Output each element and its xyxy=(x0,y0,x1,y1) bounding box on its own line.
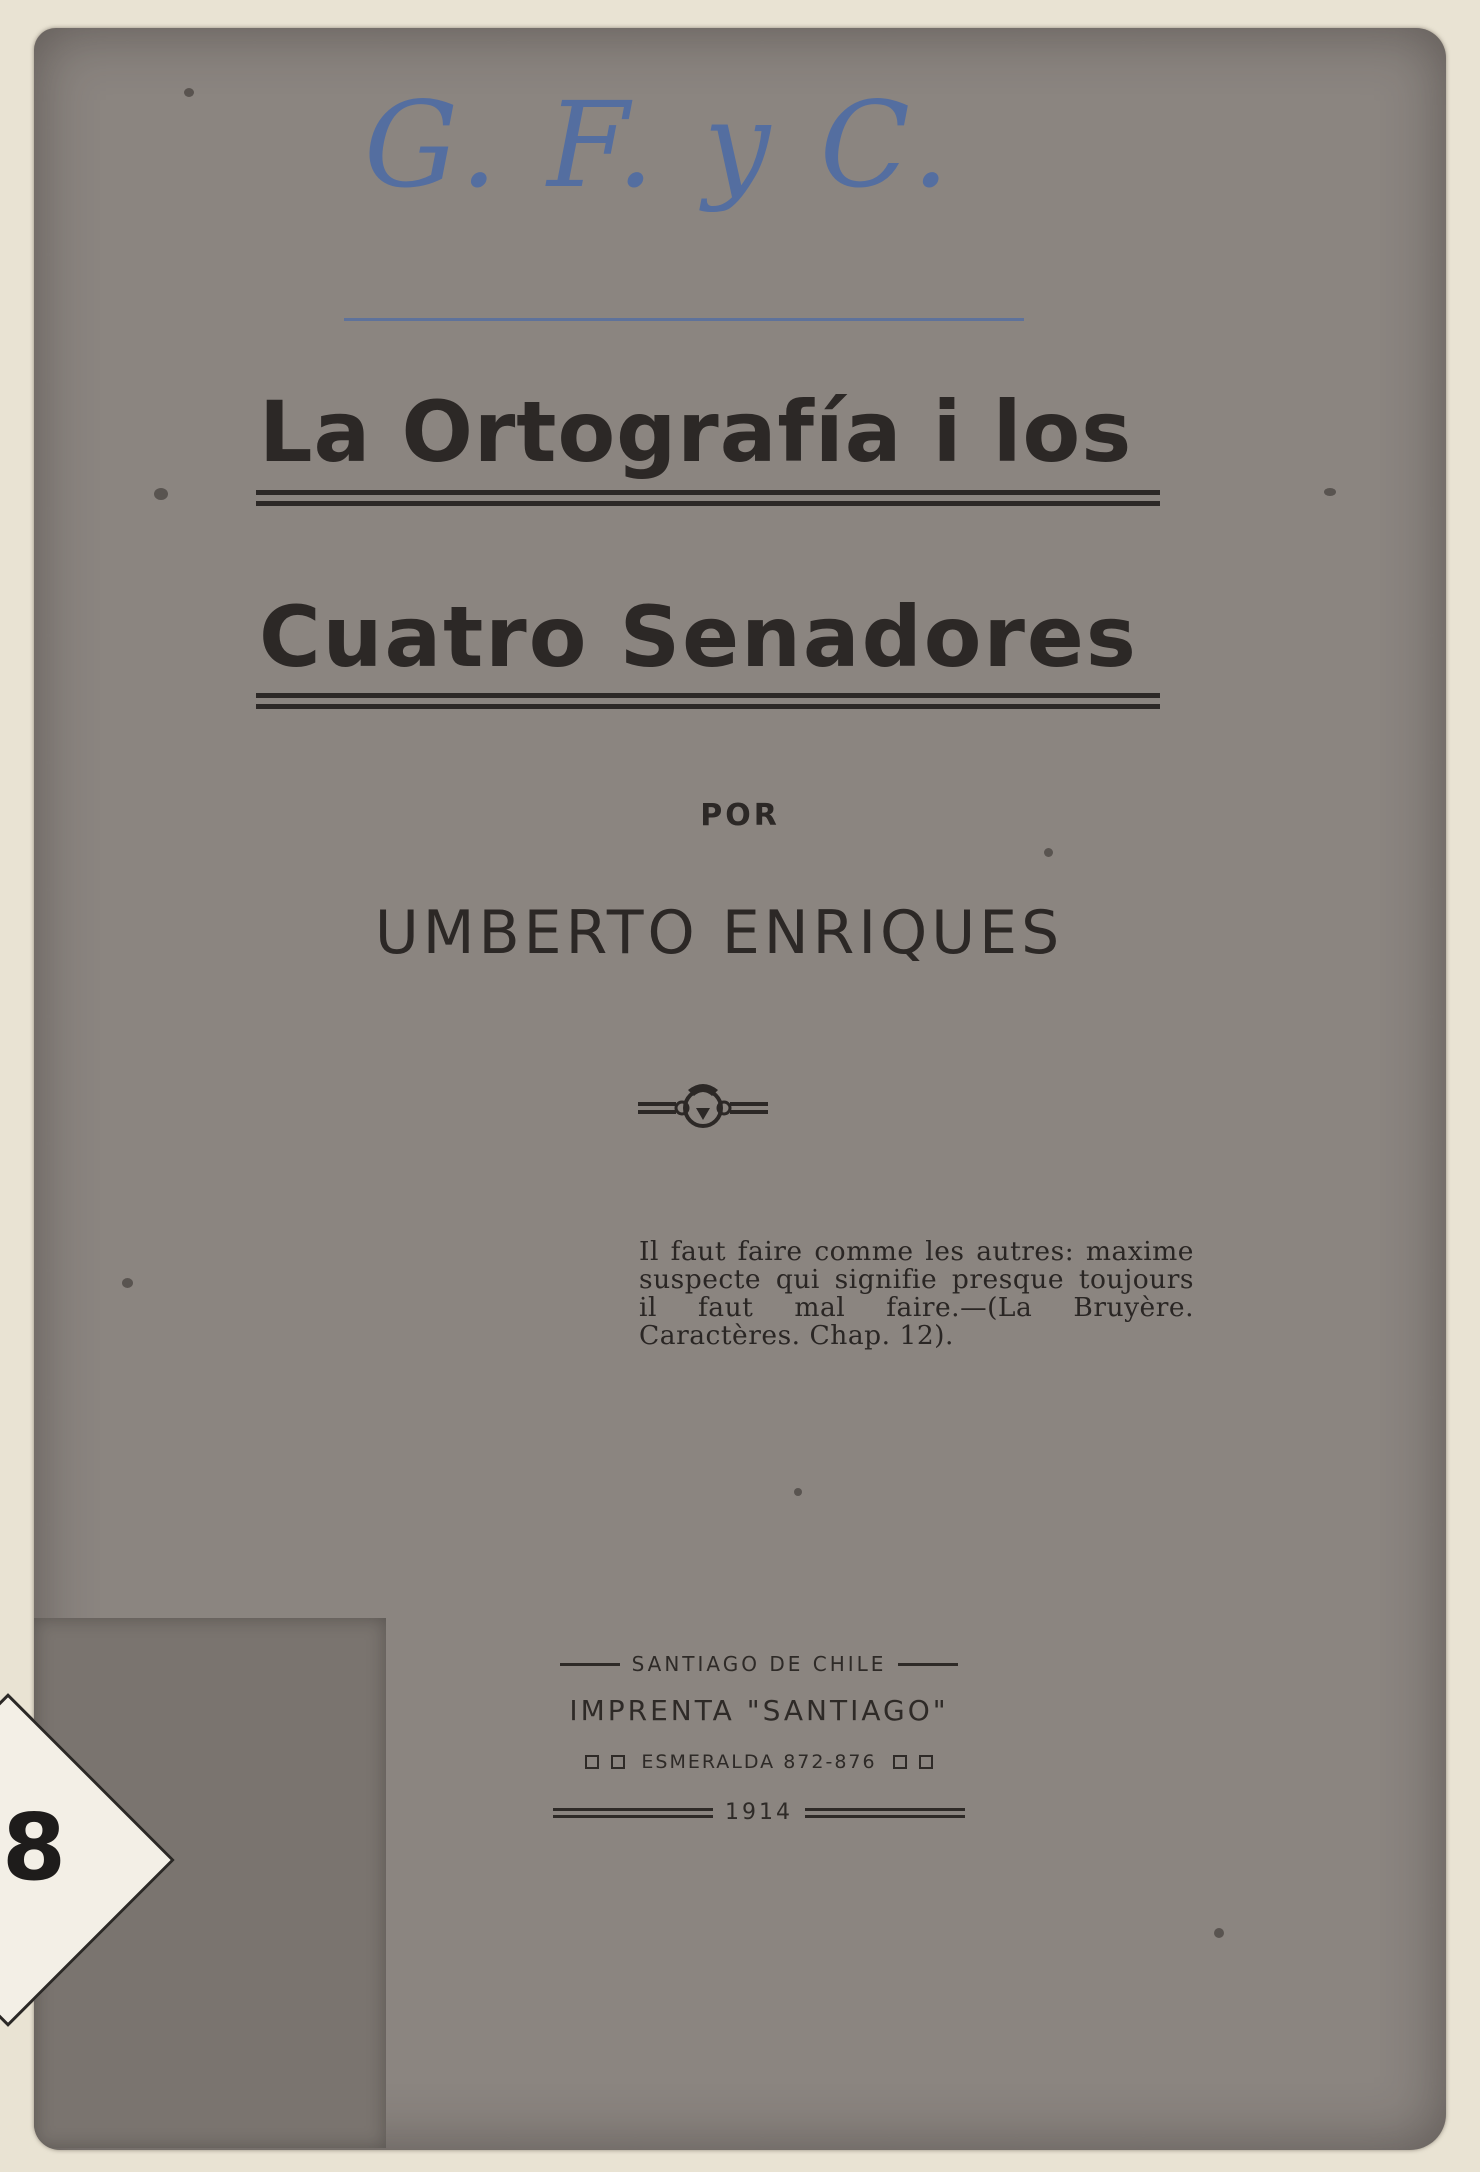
imprint-year: 1914 xyxy=(725,1800,793,1825)
author-name: UMBERTO ENRIQUES xyxy=(374,898,1064,968)
shelf-label-number: 8 xyxy=(2,1794,67,1901)
imprint-address-row xyxy=(464,1746,1054,1778)
square-ornament-icon xyxy=(585,1755,599,1769)
imprint-press: IMPRENTA "SANTIAGO" xyxy=(569,1694,949,1727)
dash-right xyxy=(898,1663,958,1666)
imprint-city-row xyxy=(464,1648,1054,1680)
title-line-1: La Ortografía i los xyxy=(259,383,1133,481)
dash-left xyxy=(560,1663,620,1666)
rule-right xyxy=(805,1808,965,1818)
title-rule-2 xyxy=(256,693,1160,709)
imprint-block xyxy=(464,1648,1054,1825)
square-ornament-icon xyxy=(893,1755,907,1769)
title-rule-1 xyxy=(256,490,1160,506)
imprint-address: ESMERALDA 872-876 xyxy=(641,1751,877,1773)
byline: POR xyxy=(700,798,780,833)
handwritten-note: G. F. y C. xyxy=(364,76,956,214)
book-cover xyxy=(34,28,1446,2150)
imprint-year-row xyxy=(464,1800,1054,1825)
square-ornament-icon xyxy=(919,1755,933,1769)
epigraph: Il faut faire comme les autres: maxime suspecte qui signifie presque toujours il faut mal faire.—(La Bruyère. Caractères. Chap. 12). xyxy=(639,1236,1194,1351)
square-ornament-icon xyxy=(611,1755,625,1769)
rule-left xyxy=(553,1808,713,1818)
printer-ornament-icon xyxy=(638,1080,768,1132)
imprint-city: SANTIAGO DE CHILE xyxy=(631,1652,887,1676)
handwritten-underline xyxy=(344,318,1024,321)
title-line-2: Cuatro Senadores xyxy=(259,588,1138,686)
